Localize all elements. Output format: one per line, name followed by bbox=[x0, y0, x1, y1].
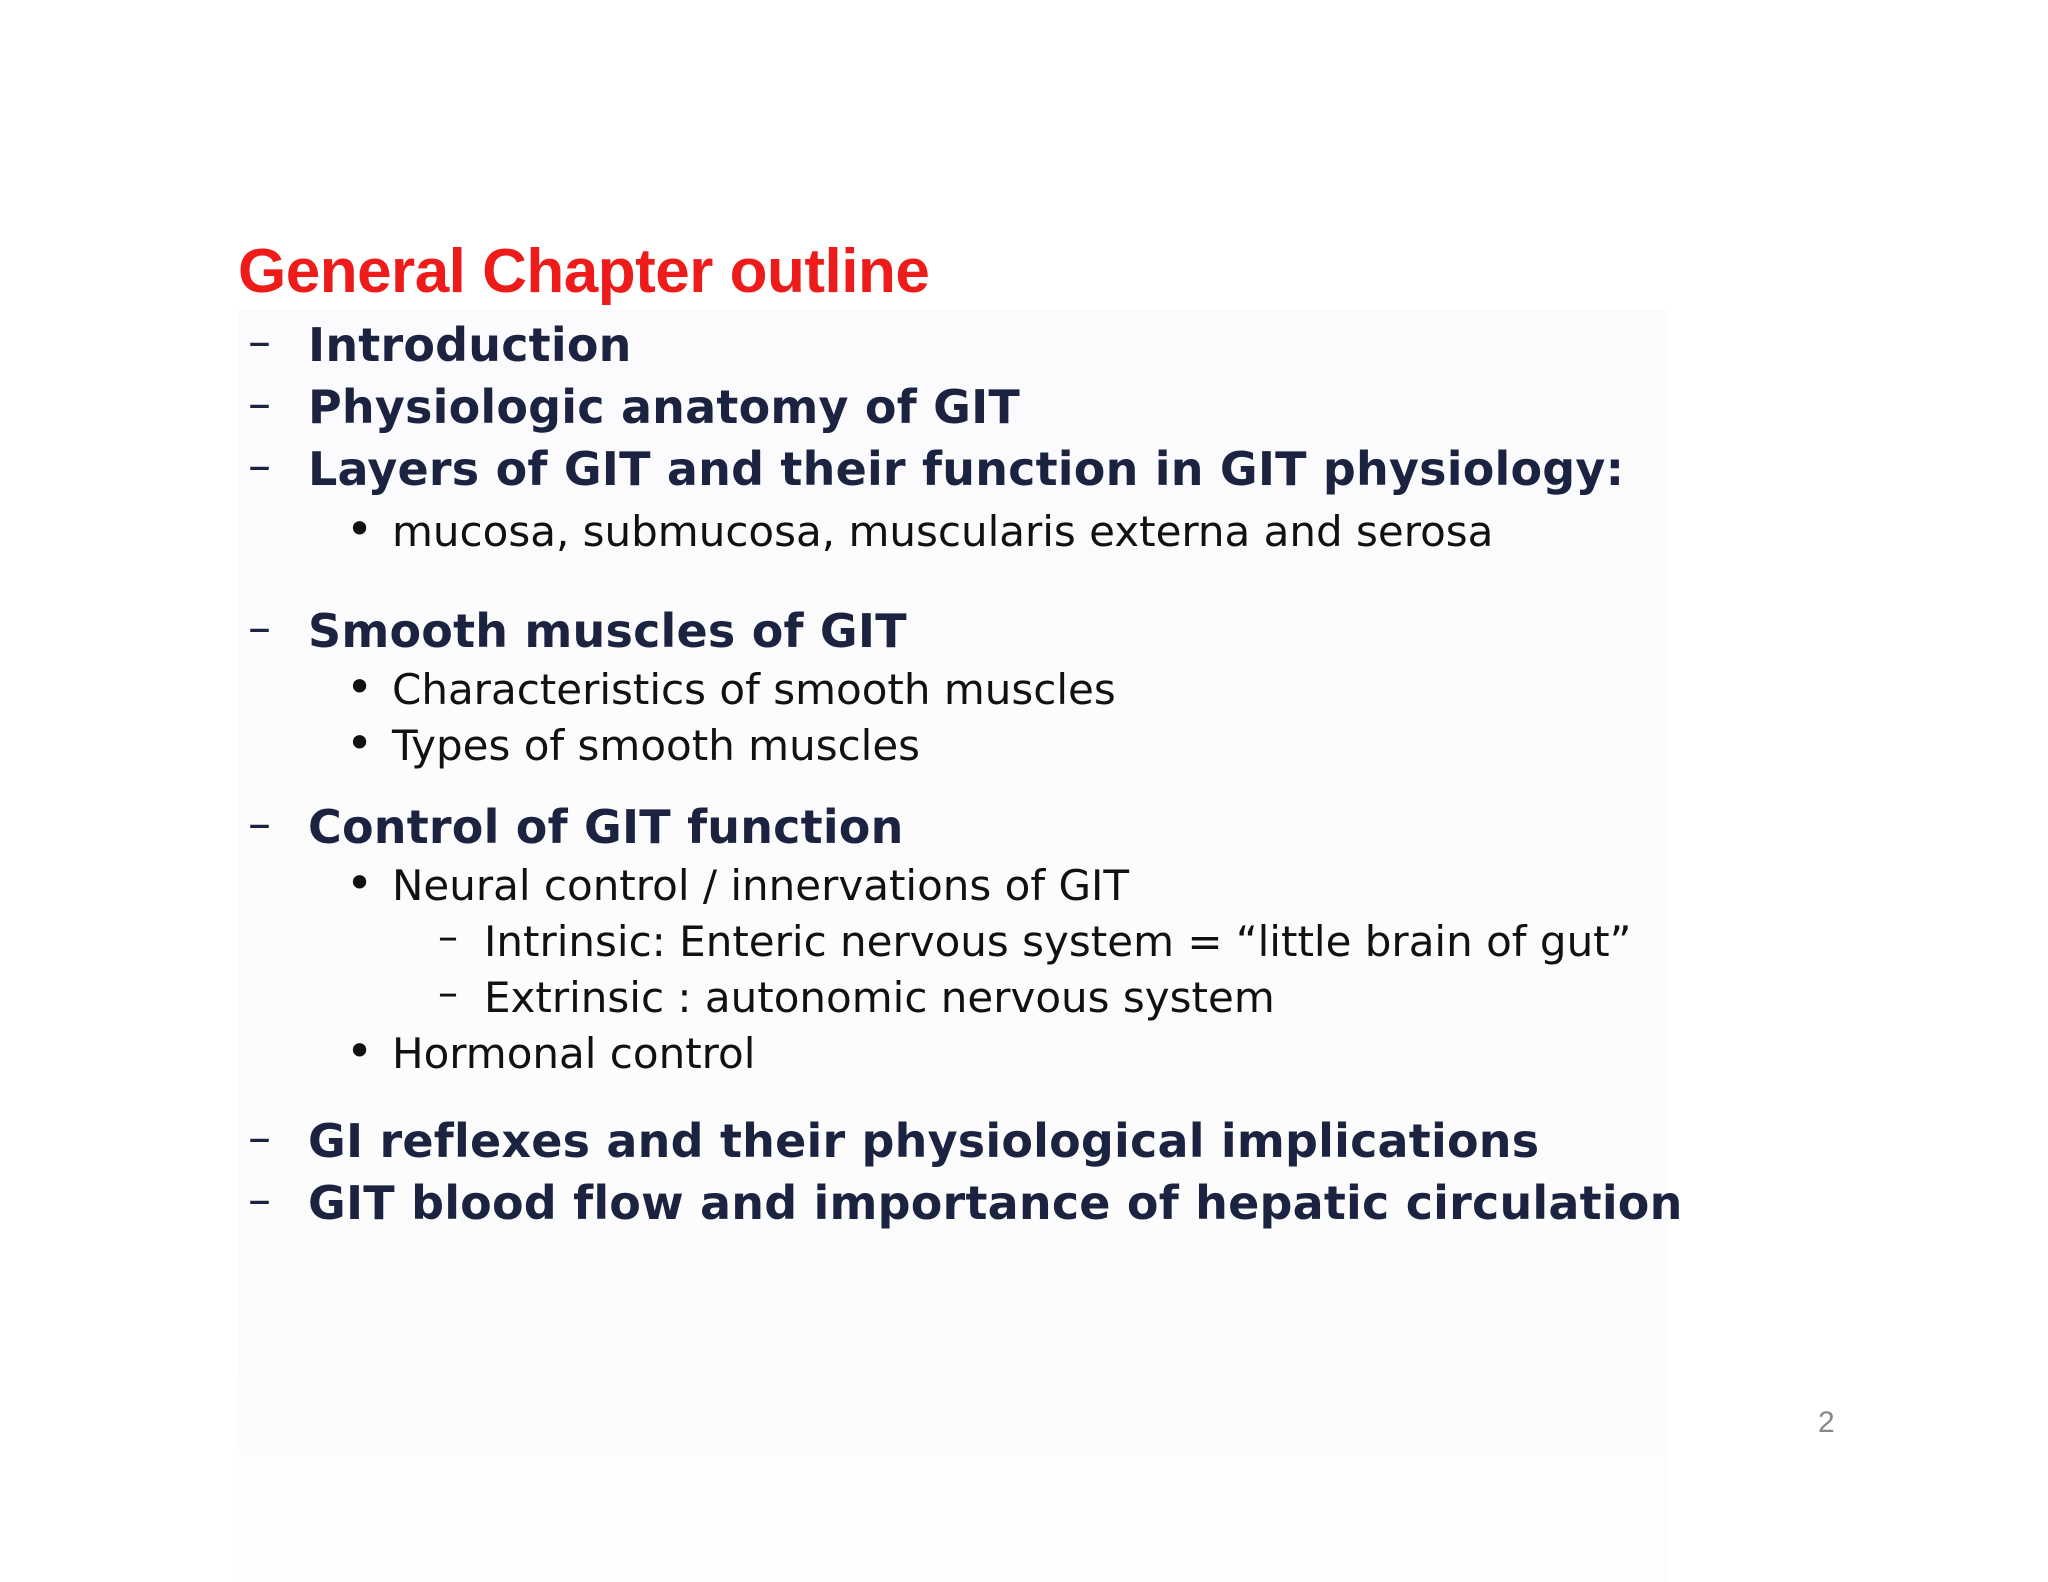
item-text: Smooth muscles of GIT bbox=[308, 604, 907, 658]
item-marker: – bbox=[248, 314, 271, 368]
item-marker: – bbox=[438, 914, 458, 960]
item-marker: • bbox=[346, 716, 374, 770]
item-text: Layers of GIT and their function in GIT physiology: bbox=[308, 442, 1625, 496]
item-marker: – bbox=[248, 796, 271, 850]
outline-subsubitem-extrinsic bbox=[438, 970, 1275, 1026]
outline-subitem-layers bbox=[346, 502, 1494, 560]
item-text: mucosa, submucosa, muscularis externa and serosa bbox=[392, 507, 1494, 556]
item-text: Control of GIT function bbox=[308, 800, 904, 854]
item-marker: • bbox=[346, 856, 374, 910]
outline-item-gi-reflexes bbox=[248, 1110, 1540, 1172]
outline-item-physiologic-anatomy bbox=[248, 376, 1020, 438]
item-text: Hormonal control bbox=[392, 1029, 756, 1078]
item-text: Characteristics of smooth muscles bbox=[392, 665, 1116, 714]
outline-item-layers-of-git bbox=[248, 438, 1625, 500]
item-marker: – bbox=[248, 376, 271, 430]
item-text: Physiologic anatomy of GIT bbox=[308, 380, 1020, 434]
item-text: GIT blood flow and importance of hepatic circulation bbox=[308, 1176, 1683, 1230]
outline-subitem-hormonal bbox=[346, 1024, 756, 1082]
outline-item-blood-flow bbox=[248, 1172, 1683, 1234]
outline-subitem-types bbox=[346, 716, 921, 774]
page-number: 2 bbox=[1818, 1406, 1835, 1439]
item-marker: • bbox=[346, 660, 374, 714]
outline-item-control-of-git bbox=[248, 796, 904, 858]
item-marker: – bbox=[248, 1110, 271, 1164]
item-text: Introduction bbox=[308, 318, 632, 372]
item-marker: – bbox=[438, 970, 458, 1016]
item-marker: • bbox=[346, 502, 374, 556]
item-marker: – bbox=[248, 438, 271, 492]
item-marker: – bbox=[248, 1172, 271, 1226]
item-text: Types of smooth muscles bbox=[392, 721, 921, 770]
outline-subsubitem-intrinsic bbox=[438, 914, 1632, 970]
outline-item-introduction bbox=[248, 314, 632, 376]
item-text: Extrinsic : autonomic nervous system bbox=[484, 973, 1275, 1022]
item-text: Neural control / innervations of GIT bbox=[392, 861, 1130, 910]
outline-subitem-neural-control bbox=[346, 856, 1130, 914]
outline-item-smooth-muscles bbox=[248, 600, 907, 662]
item-text: GI reflexes and their physiological implications bbox=[308, 1114, 1540, 1168]
slide-title: General Chapter outline bbox=[238, 237, 930, 306]
item-marker: – bbox=[248, 600, 271, 654]
item-text: Intrinsic: Enteric nervous system = “little brain of gut” bbox=[484, 917, 1632, 966]
outline-subitem-characteristics bbox=[346, 660, 1116, 718]
item-marker: • bbox=[346, 1024, 374, 1078]
